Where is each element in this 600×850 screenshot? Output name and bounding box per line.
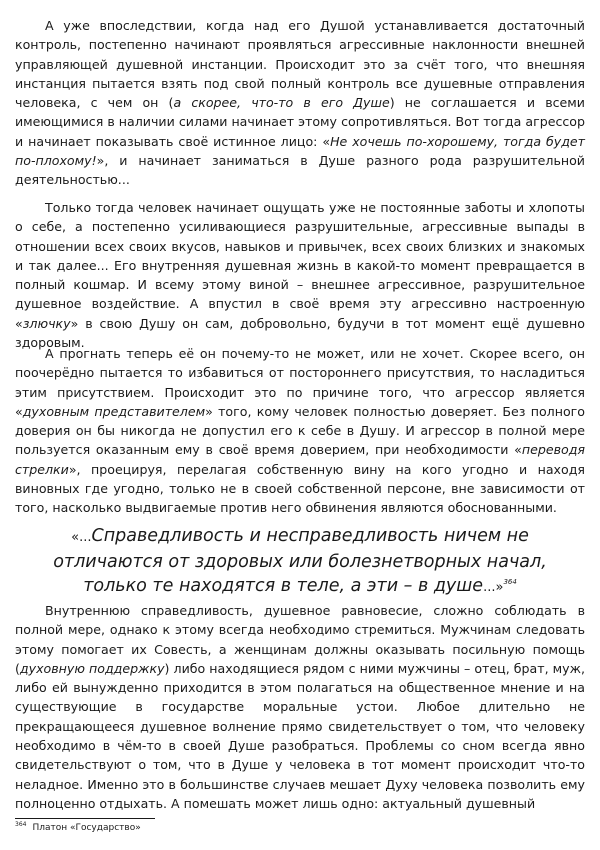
footnote-number: 364 xyxy=(15,821,27,828)
paragraph-text: », проецируя, перелагая собственную вину на кого угодно и находя виновных где угодно, только не в своей собственной персоне, вне зависимости от того, насколько выдвигаемые против него обвинения являются обоснованными. xyxy=(15,461,585,516)
quote-open-mark: «... xyxy=(71,530,92,545)
paragraph-emphasis: духовную поддержку xyxy=(19,660,165,676)
body-paragraph-2 xyxy=(15,198,585,352)
footnote xyxy=(15,822,141,834)
paragraph-text: », и начинает заниматься в Душе разного рода разрушительной деятельностью... xyxy=(15,153,585,188)
paragraph-text: Внутреннюю справедливость, душевное равновесие, сложно соблюдать в полной мере, однако к этому всегда необходимо стремиться. Мужчинам следовать этому помогает их Совесть, а женщинам должны оказывать посильную помощь ( xyxy=(15,603,585,676)
paragraph-text: » в свою Душу он сам, добровольно, будучи в тот момент ещё душевно здоровым. xyxy=(15,315,585,351)
footnote-text: Платон «Государство» xyxy=(32,823,141,833)
paragraph-text: Только тогда человек начинает ощущать уже не постоянные заботы и хлопоты о себе, а постепенно усиливающиеся разрушительные, агрессивные выпады в отношении всех своих вкусов, навыков и привычек, всех своих близких и знакомых и так далее... Его внутренняя душевная жизнь в какой-то момент превращается в полный кошмар. И всему этому виной – внешнее агрессивное, разрушительное душевное воздействие. А впустил в своё время эту агрессивно настроенную « xyxy=(15,200,585,331)
body-paragraph-4 xyxy=(15,601,585,813)
pull-quote xyxy=(40,524,560,600)
body-paragraph-1 xyxy=(15,16,585,190)
footnote-divider xyxy=(15,818,155,819)
paragraph-emphasis: духовным представителем xyxy=(22,403,206,419)
paragraph-emphasis: Не хочешь по-хорошему, тогда будет по-плохому! xyxy=(15,133,585,169)
paragraph-text: А уже впоследствии, когда над его Душой устанавливается достаточный контроль, постепенно начинают проявляться агрессивные наклонности внешней управляющей душевной инстанции. Происходит это за счёт того, что внешняя инстанция пытается взять под свой полный контроль все душевные отправления человека, с чем он ( xyxy=(15,18,585,111)
quote-text: Справедливость и несправедливость ничем не отличаются от здоровых или болезнетворных начал, только те находятся в теле, а эти – в душе xyxy=(53,526,547,596)
paragraph-text: А прогнать теперь её он почему-то не может, или не хочет. Скорее всего, он поочерёдно пытается то избавиться от постороннего присутствия, то насладиться этим присутствием. Происходит это по причине того, что агрессор является « xyxy=(15,346,585,419)
paragraph-text: ) либо находящиеся рядом с ними мужчины – отец, брат, муж, либо ей вынужденно приходится в этом полагаться на общественное мнение и на существующие в государстве моральные устои. Любое длительно не прекращающееся душевное волнение прямо свидетельствует о том, что человеку необходимо в чём-то в своей Душе разобраться. Проблемы со сном всегда явно свидетельствуют о том, что в Душе у человека в тот момент происходит что-то неладное. Именно это в большинстве случаев мешает Духу человека позволить ему полноценно отдыхать. А помешать может лишь одно: актуальный душевный xyxy=(15,660,585,811)
footnote-reference: 364 xyxy=(503,578,517,587)
paragraph-emphasis: а скорее, что-то в его Душе xyxy=(173,95,390,111)
body-paragraph-3 xyxy=(15,344,585,518)
paragraph-text: » того, кому человек полностью доверяет. Без полного доверия он бы никогда не допустил его к себе в Душу. И агрессор в полной мере пользуется оказанным ему в своё время доверием, при необходимости « xyxy=(15,403,585,458)
quote-close-mark: ...» xyxy=(483,580,504,595)
paragraph-emphasis: переводя стрелки xyxy=(15,442,585,477)
paragraph-emphasis: злючку xyxy=(22,315,71,331)
paragraph-text: ) не соглашается и всеми имеющимися в наличии силами начинает этому сопротивляться. Вот тогда агрессор и начинает показывать своё истинное лицо: « xyxy=(15,95,585,149)
